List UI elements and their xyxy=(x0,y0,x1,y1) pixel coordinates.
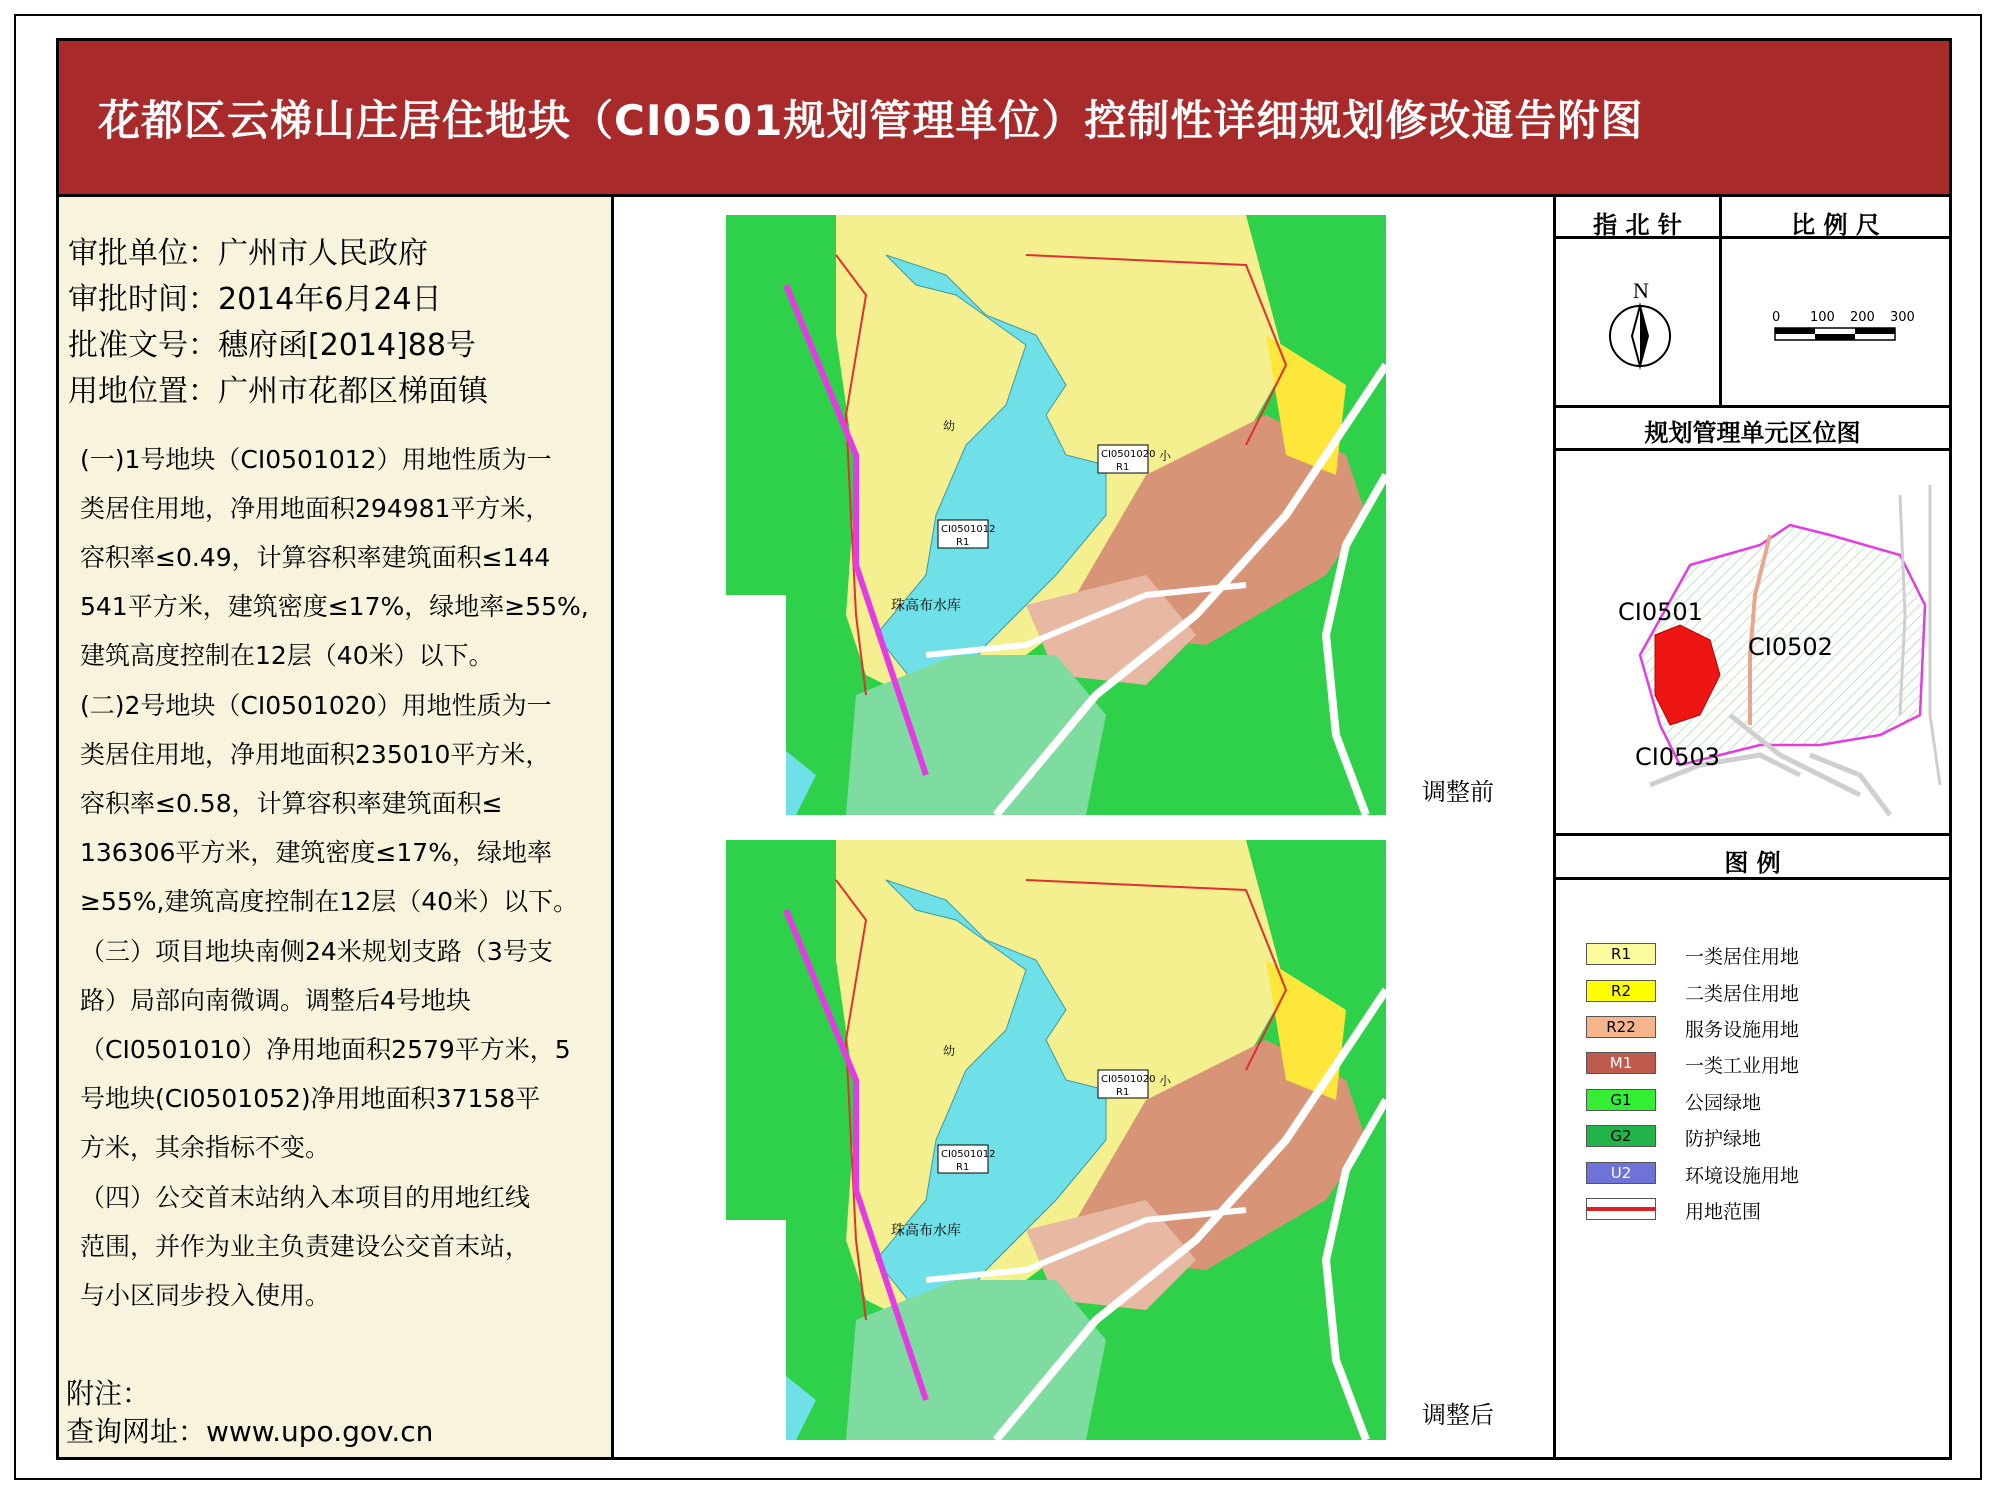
unit-label: CI0501 xyxy=(1618,598,1703,626)
legend-label: 二类居住用地 xyxy=(1685,983,1800,1005)
kindergarten-symbol: 幼 xyxy=(943,1044,956,1058)
school-symbol: 小 xyxy=(1159,1074,1172,1088)
parcel-2-code: R1 xyxy=(1116,1087,1130,1098)
paragraph-line: （CI0501010）净用地面积2579平方米，5 xyxy=(80,1035,571,1064)
paragraph-line: 与小区同步投入使用。 xyxy=(80,1281,331,1310)
map-before xyxy=(726,215,1386,815)
location-map xyxy=(1560,455,1945,825)
legend-label: 一类居住用地 xyxy=(1685,946,1800,968)
white-area xyxy=(726,595,786,815)
paragraph-line: （三）项目地块南侧24米规划支路（3号支 xyxy=(80,937,553,966)
reservoir-label: 珠高布水库 xyxy=(891,598,961,614)
north-arrow-icon xyxy=(1600,270,1680,380)
scale-tick-label: 0 xyxy=(1772,310,1781,325)
paragraph-line: 类居住用地，净用地面积294981平方米， xyxy=(80,494,551,523)
scale-bar xyxy=(1765,300,1925,350)
paragraph-line: (二)2号地块（CI0501020）用地性质为一 xyxy=(80,691,552,720)
paragraph-line: 路）局部向南微调。调整后4号地块 xyxy=(80,986,471,1015)
scale-tick-label: 200 xyxy=(1850,310,1875,325)
paragraph-line: 号地块(CI0501052)净用地面积37158平 xyxy=(80,1084,541,1113)
white-area xyxy=(726,1220,786,1440)
unit-label: CI0503 xyxy=(1635,743,1720,771)
legend-swatch-g2: G2 xyxy=(1586,1125,1656,1147)
after-label: 调整后 xyxy=(1422,1401,1494,1429)
paragraph-line: 136306平方米，建筑密度≤17%，绿地率 xyxy=(80,838,552,867)
paragraph-line: （四）公交首末站纳入本项目的用地红线 xyxy=(80,1183,531,1212)
page-title: 花都区云梯山庄居住地块（CI0501规划管理单位）控制性详细规划修改通告附图 xyxy=(98,96,1644,145)
divider xyxy=(1556,833,1949,836)
school-symbol: 小 xyxy=(1159,449,1172,463)
site-location: 用地位置：广州市花都区梯面镇 xyxy=(68,374,488,409)
parcel-1-id: CI0501012 xyxy=(941,1149,996,1160)
paragraph-line: 容积率≤0.58，计算容积率建筑面积≤ xyxy=(80,789,503,818)
legend-label: 用地范围 xyxy=(1685,1201,1762,1223)
legend-label: 公园绿地 xyxy=(1685,1092,1762,1114)
approval-document: 批准文号：穗府函[2014]88号 xyxy=(68,328,476,363)
parcel-2-id: CI0501020 xyxy=(1101,1074,1156,1085)
legend-swatch-u2: U2 xyxy=(1586,1162,1656,1184)
paragraph-line: 建筑高度控制在12层（40米）以下。 xyxy=(80,641,494,670)
parcel-2-code: R1 xyxy=(1116,462,1130,473)
map-after xyxy=(726,840,1386,1440)
reservoir-label: 珠高布水库 xyxy=(891,1223,961,1239)
right-panel xyxy=(1556,197,1949,1457)
paragraph-line: 容积率≤0.49，计算容积率建筑面积≤144 xyxy=(80,543,551,572)
parcel-2-id: CI0501020 xyxy=(1101,449,1156,460)
query-url[interactable]: 查询网址：www.upo.gov.cn xyxy=(66,1415,434,1448)
legend-swatch-g1: G1 xyxy=(1586,1089,1656,1111)
scale-bar-header: 比 例 尺 xyxy=(1791,211,1880,239)
legend-swatch-r1: R1 xyxy=(1586,943,1656,965)
divider xyxy=(1556,405,1949,408)
approval-date: 审批时间：2014年6月24日 xyxy=(68,282,442,317)
paragraph-line: 541平方米，建筑密度≤17%，绿地率≥55%, xyxy=(80,592,589,621)
legend-label: 防护绿地 xyxy=(1685,1128,1762,1150)
kindergarten-symbol: 幼 xyxy=(943,419,956,433)
parcel-1-code: R1 xyxy=(956,1162,970,1173)
paragraph-line: 类居住用地，净用地面积235010平方米， xyxy=(80,740,551,769)
unit-label: CI0502 xyxy=(1748,633,1833,661)
legend-label: 一类工业用地 xyxy=(1685,1055,1800,1077)
legend-header: 图 例 xyxy=(1724,849,1781,877)
location-map-header: 规划管理单元区位图 xyxy=(1644,419,1861,447)
north-arrow-header: 指 北 针 xyxy=(1593,211,1682,239)
map-before-content xyxy=(726,215,1386,815)
approval-unit: 审批单位：广州市人民政府 xyxy=(68,236,428,271)
paragraph-line: 方米，其余指标不变。 xyxy=(80,1133,331,1162)
north-letter: N xyxy=(1633,278,1649,303)
legend-label: 服务设施用地 xyxy=(1685,1019,1800,1041)
parcel-1-id: CI0501012 xyxy=(941,524,996,535)
divider xyxy=(1556,448,1949,451)
parcel-1-code: R1 xyxy=(956,537,970,548)
map-after-content xyxy=(726,840,1386,1440)
legend-swatch-r2: R2 xyxy=(1586,980,1656,1002)
paragraph-line: 范围，并作为业主负责建设公交首末站， xyxy=(80,1232,531,1261)
notes-label: 附注： xyxy=(66,1377,151,1410)
paragraph-line: (一)1号地块（CI0501012）用地性质为一 xyxy=(80,445,552,474)
legend-label: 环境设施用地 xyxy=(1685,1165,1800,1187)
legend-swatch-r22: R22 xyxy=(1586,1016,1656,1038)
legend-swatch-m1: M1 xyxy=(1586,1052,1656,1074)
scale-tick-label: 300 xyxy=(1890,310,1915,325)
paragraph-line: ≥55%,建筑高度控制在12层（40米）以下。 xyxy=(80,887,579,916)
before-label: 调整前 xyxy=(1422,778,1494,806)
legend-swatch-boundary xyxy=(1586,1198,1656,1220)
scale-tick-label: 100 xyxy=(1810,310,1835,325)
